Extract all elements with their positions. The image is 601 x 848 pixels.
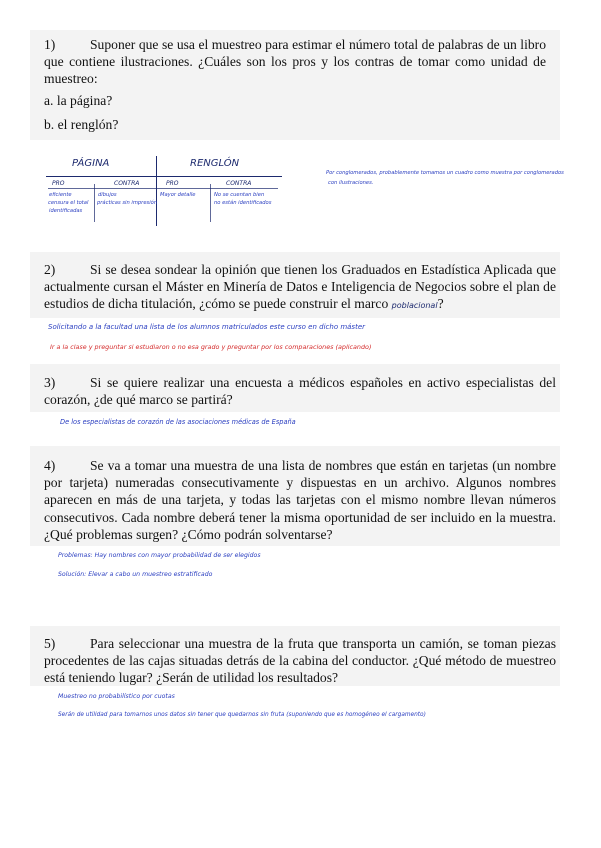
answer-4-line-1: Problemas: Hay nombres con mayor probabilidad de ser elegidos xyxy=(58,552,261,559)
table-header-renglon: RENGLÓN xyxy=(190,158,240,169)
table-vertical-rule xyxy=(156,156,157,226)
question-number: 1) xyxy=(44,37,56,52)
subcolumn-rule-right xyxy=(210,184,211,222)
option-a: a. la página? xyxy=(44,93,113,108)
pagina-pro-2: censura el total xyxy=(48,200,89,206)
question-body: Si se desea sondear la opinión que tienen los Graduados en Estadística Aplicada que actualmente cursan el Máster en Minería de Datos e Inteligencia de Negocios sobre el plan de estudios de dicha titulación, ¿cómo se puede construir el marco xyxy=(44,262,556,312)
table-header-pagina: PÁGINA xyxy=(72,158,110,169)
question-1-text xyxy=(44,36,546,88)
pro-label-renglon: PRO xyxy=(166,180,179,187)
question-body: Suponer que se usa el muestreo para estimar el número total de palabras de un libro que contiene ilustraciones. ¿Cuáles son los pros y los contras de tomar como unidad de muestreo: xyxy=(44,37,546,87)
subheader-rule xyxy=(48,188,278,189)
side-note-line-2: con ilustraciones. xyxy=(328,180,374,186)
question-number: 5) xyxy=(44,636,56,651)
question-2-text xyxy=(44,261,556,315)
contra-label-renglon: CONTRA xyxy=(226,180,252,187)
subcolumn-rule-left xyxy=(94,184,95,222)
table-horizontal-rule xyxy=(46,176,282,177)
pagina-pro-1: eficiente xyxy=(49,192,72,198)
renglon-contra-2: no están identificados xyxy=(214,200,272,206)
question-number: 4) xyxy=(44,458,56,473)
question-body: Si se quiere realizar una encuesta a médicos españoles en activo especialistas del corazón, ¿de qué marco se partirá? xyxy=(44,375,556,408)
answer-3-line-1: De los especialistas de corazón de las asociaciones médicas de España xyxy=(60,418,296,426)
renglon-contra-1: No se cuentan bien xyxy=(214,192,265,198)
answer-4-line-2: Solución: Elevar a cabo un muestreo estratificado xyxy=(58,571,213,578)
side-note-line-1: Por conglomerados, probablemente tomamos un cuadro como muestra por conglomerados xyxy=(326,170,564,176)
question-5-text xyxy=(44,635,556,687)
pro-label-pagina: PRO xyxy=(52,180,65,187)
answer-2-line-2: Ir a la clase y preguntar si estudiaron o no esa grado y preguntar por los comparaciones (aplicando) xyxy=(50,343,372,351)
pagina-pro-3: identificadas xyxy=(49,208,83,214)
pagina-contra-2: prácticas sin impresión xyxy=(97,200,158,206)
question-body: Se va a tomar una muestra de una lista de nombres que están en tarjetas (un nombre por tarjeta) numeradas consecutivamente y dispuestas en un archivo. Algunos nombres aparecen en más de una tarjeta, y todas las tarjetas con el mismo nombre llevan números consecutivos. Cada nombre deberá tener la misma oportunidad de ser incluido en la muestra. ¿Qué problemas surgen? ¿Cómo podrán solventarse? xyxy=(44,458,556,542)
renglon-pro-1: Mayor detalle xyxy=(160,192,196,198)
handwritten-insert: poblacional xyxy=(391,301,438,311)
question-body: Para seleccionar una muestra de la fruta que transporta un camión, se toman piezas procedentes de las cajas situadas detrás de la cabina del conductor. ¿Qué método de muestreo está teniendo lugar? ¿Serán de utilidad los resultados? xyxy=(44,636,556,686)
question-number: 2) xyxy=(44,262,56,277)
question-4-text xyxy=(44,457,556,543)
question-number: 3) xyxy=(44,375,56,390)
pagina-contra-1: dibujos xyxy=(98,192,117,198)
answer-2-line-1: Solicitando a la facultad una lista de los alumnos matriculados este curso en dicho máster xyxy=(48,323,366,331)
contra-label-pagina: CONTRA xyxy=(114,180,140,187)
answer-5-line-1: Muestreo no probabilístico por cuotas xyxy=(58,693,175,700)
question-end-mark: ? xyxy=(437,296,444,312)
answer-5-line-2: Serán de utilidad para tomarnos unos datos sin tener que quedarnos sin fruta (suponiendo que es homogéneo el cargamento) xyxy=(58,712,426,718)
option-b: b. el renglón? xyxy=(44,117,119,132)
question-3-text xyxy=(44,374,556,408)
